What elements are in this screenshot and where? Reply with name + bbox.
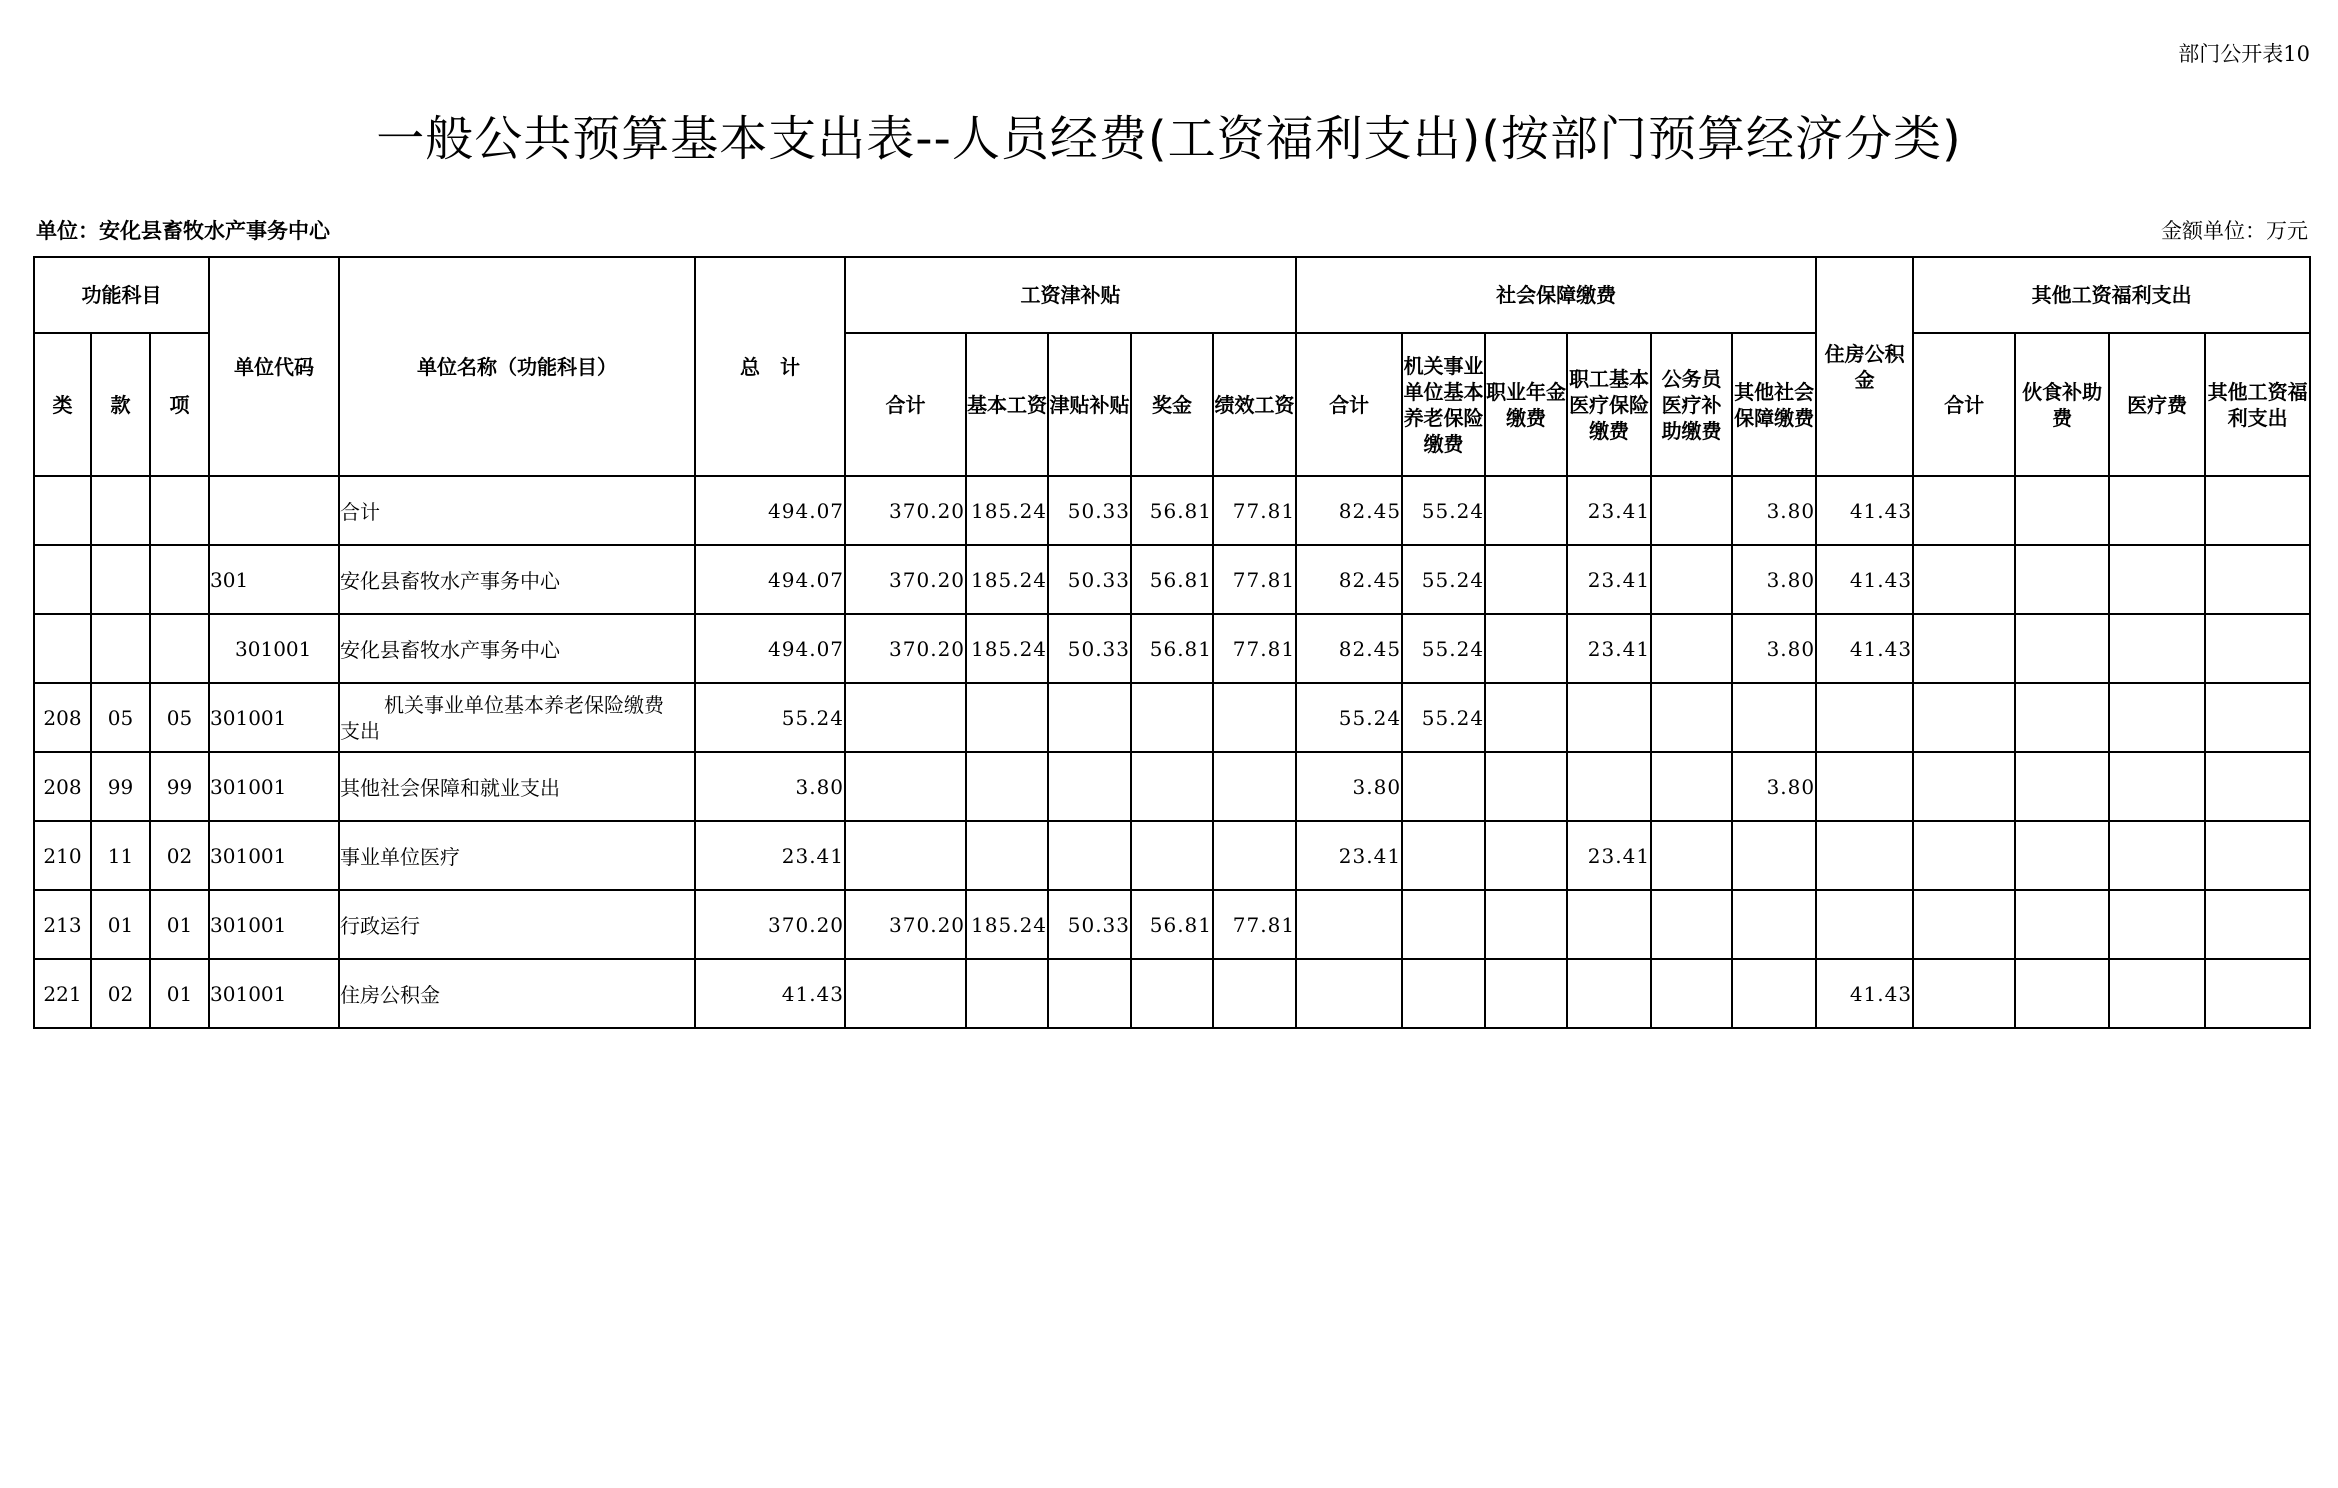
header-social-group: 社会保障缴费 — [1296, 257, 1816, 333]
cell-social-other — [1732, 683, 1816, 752]
table-row — [34, 959, 2310, 1028]
header-social-civil-med: 公务员医疗补助缴费 — [1651, 333, 1732, 476]
cell-code: 301001 — [209, 959, 339, 1028]
header-wage-group: 工资津补贴 — [845, 257, 1296, 333]
cell-lei: 213 — [34, 890, 91, 959]
cell-other-meal — [2015, 890, 2109, 959]
cell-other-medical — [2109, 683, 2205, 752]
cell-name-line1: 机关事业单位基本养老保险缴费 — [384, 692, 665, 717]
cell-wage-total — [845, 821, 966, 890]
cell-wage-bonus — [1131, 821, 1213, 890]
cell-wage-total — [845, 959, 966, 1028]
cell-other-misc — [2205, 752, 2310, 821]
cell-wage-perf: 77.81 — [1213, 476, 1296, 545]
cell-total: 494.07 — [695, 476, 845, 545]
cell-other-medical — [2109, 614, 2205, 683]
cell-social-other — [1732, 890, 1816, 959]
header-unit-code: 单位代码 — [209, 257, 339, 476]
cell-other-medical — [2109, 890, 2205, 959]
cell-lei: 221 — [34, 959, 91, 1028]
cell-code — [209, 476, 339, 545]
cell-kuan: 02 — [91, 959, 150, 1028]
cell-wage-total: 370.20 — [845, 545, 966, 614]
header-wage-perf: 绩效工资 — [1213, 333, 1296, 476]
cell-lei — [34, 545, 91, 614]
header-other-meal: 伙食补助费 — [2015, 333, 2109, 476]
cell-other-meal — [2015, 959, 2109, 1028]
cell-wage-perf: 77.81 — [1213, 545, 1296, 614]
cell-wage-bonus — [1131, 683, 1213, 752]
cell-social-total: 82.45 — [1296, 545, 1402, 614]
cell-social-other — [1732, 959, 1816, 1028]
cell-social-pension: 55.24 — [1402, 614, 1485, 683]
cell-name: 合计 — [339, 476, 695, 545]
header-other-group: 其他工资福利支出 — [1913, 257, 2310, 333]
cell-other-medical — [2109, 545, 2205, 614]
cell-other-total — [1913, 545, 2015, 614]
cell-wage-total: 370.20 — [845, 614, 966, 683]
cell-social-pension — [1402, 821, 1485, 890]
cell-other-meal — [2015, 821, 2109, 890]
cell-lei: 208 — [34, 683, 91, 752]
cell-xiang: 99 — [150, 752, 209, 821]
cell-social-medical: 23.41 — [1567, 614, 1651, 683]
cell-code: 301001 — [209, 821, 339, 890]
cell-other-meal — [2015, 683, 2109, 752]
header-social-other: 其他社会保障缴费 — [1732, 333, 1816, 476]
cell-social-civil-med — [1651, 959, 1732, 1028]
header-other-medical: 医疗费 — [2109, 333, 2205, 476]
cell-social-annuity — [1485, 959, 1567, 1028]
cell-other-misc — [2205, 821, 2310, 890]
cell-wage-allowance — [1048, 959, 1131, 1028]
cell-wage-perf — [1213, 683, 1296, 752]
header-other-misc: 其他工资福利支出 — [2205, 333, 2310, 476]
table-row — [34, 752, 2310, 821]
header-lei: 类 — [34, 333, 91, 476]
cell-other-meal — [2015, 545, 2109, 614]
cell-lei — [34, 614, 91, 683]
cell-xiang: 05 — [150, 683, 209, 752]
header-social-medical: 职工基本医疗保险缴费 — [1567, 333, 1651, 476]
cell-code: 301 — [209, 545, 339, 614]
cell-social-annuity — [1485, 683, 1567, 752]
cell-xiang — [150, 614, 209, 683]
cell-total: 41.43 — [695, 959, 845, 1028]
cell-kuan — [91, 614, 150, 683]
cell-housing: 41.43 — [1816, 545, 1913, 614]
cell-social-pension: 55.24 — [1402, 476, 1485, 545]
cell-social-annuity — [1485, 752, 1567, 821]
cell-social-civil-med — [1651, 614, 1732, 683]
cell-other-medical — [2109, 959, 2205, 1028]
cell-total: 494.07 — [695, 545, 845, 614]
cell-housing — [1816, 683, 1913, 752]
header-social-pension: 机关事业单位基本养老保险缴费 — [1402, 333, 1485, 476]
unit-label: 单位：安化县畜牧水产事务中心 — [36, 219, 330, 243]
cell-social-total: 23.41 — [1296, 821, 1402, 890]
cell-wage-basic: 185.24 — [966, 614, 1048, 683]
header-total: 总 计 — [695, 257, 845, 476]
cell-social-civil-med — [1651, 683, 1732, 752]
cell-social-other: 3.80 — [1732, 614, 1816, 683]
cell-total: 3.80 — [695, 752, 845, 821]
cell-kuan — [91, 476, 150, 545]
cell-social-civil-med — [1651, 890, 1732, 959]
cell-wage-total: 370.20 — [845, 476, 966, 545]
cell-wage-perf — [1213, 959, 1296, 1028]
header-wage-bonus: 奖金 — [1131, 333, 1213, 476]
cell-social-total: 82.45 — [1296, 476, 1402, 545]
cell-wage-basic — [966, 821, 1048, 890]
cell-wage-allowance: 50.33 — [1048, 614, 1131, 683]
cell-wage-bonus: 56.81 — [1131, 614, 1213, 683]
cell-social-medical: 23.41 — [1567, 545, 1651, 614]
cell-social-total: 3.80 — [1296, 752, 1402, 821]
cell-social-annuity — [1485, 890, 1567, 959]
cell-name: 安化县畜牧水产事务中心 — [339, 545, 695, 614]
cell-wage-bonus: 56.81 — [1131, 476, 1213, 545]
cell-other-medical — [2109, 476, 2205, 545]
cell-other-total — [1913, 890, 2015, 959]
cell-social-medical — [1567, 752, 1651, 821]
cell-social-other: 3.80 — [1732, 545, 1816, 614]
cell-total: 55.24 — [695, 683, 845, 752]
cell-housing: 41.43 — [1816, 476, 1913, 545]
cell-social-annuity — [1485, 476, 1567, 545]
cell-wage-perf: 77.81 — [1213, 614, 1296, 683]
cell-other-misc — [2205, 959, 2310, 1028]
table-row — [34, 890, 2310, 959]
cell-wage-basic: 185.24 — [966, 890, 1048, 959]
header-unit-name: 单位名称（功能科目） — [339, 257, 695, 476]
cell-wage-total: 370.20 — [845, 890, 966, 959]
table-row-total — [34, 476, 2310, 545]
cell-lei: 210 — [34, 821, 91, 890]
header-other-total: 合计 — [1913, 333, 2015, 476]
cell-other-misc — [2205, 683, 2310, 752]
amount-unit-label: 金额单位：万元 — [2161, 219, 2308, 243]
cell-other-misc — [2205, 545, 2310, 614]
cell-wage-perf: 77.81 — [1213, 890, 1296, 959]
cell-xiang — [150, 545, 209, 614]
cell-wage-bonus: 56.81 — [1131, 545, 1213, 614]
cell-name-line2: 支出 — [340, 718, 381, 743]
cell-kuan: 99 — [91, 752, 150, 821]
header-social-annuity: 职业年金缴费 — [1485, 333, 1567, 476]
cell-other-total — [1913, 683, 2015, 752]
cell-social-annuity — [1485, 614, 1567, 683]
cell-code: 301001 — [209, 683, 339, 752]
table-row — [34, 683, 2310, 752]
cell-wage-allowance: 50.33 — [1048, 476, 1131, 545]
cell-wage-basic — [966, 752, 1048, 821]
table-number: 部门公开表10 — [2178, 42, 2310, 66]
cell-wage-allowance: 50.33 — [1048, 890, 1131, 959]
cell-social-medical — [1567, 890, 1651, 959]
cell-total: 370.20 — [695, 890, 845, 959]
cell-other-medical — [2109, 821, 2205, 890]
header-wage-basic: 基本工资 — [966, 333, 1048, 476]
cell-kuan: 01 — [91, 890, 150, 959]
cell-wage-allowance: 50.33 — [1048, 545, 1131, 614]
header-kuan: 款 — [91, 333, 150, 476]
cell-code: 301001 — [209, 890, 339, 959]
cell-social-total — [1296, 959, 1402, 1028]
cell-housing — [1816, 752, 1913, 821]
header-wage-total: 合计 — [845, 333, 966, 476]
cell-xiang: 02 — [150, 821, 209, 890]
header-housing-fund: 住房公积金 — [1816, 257, 1913, 476]
cell-other-meal — [2015, 476, 2109, 545]
cell-kuan: 11 — [91, 821, 150, 890]
cell-housing — [1816, 890, 1913, 959]
cell-other-misc — [2205, 476, 2310, 545]
header-func-group: 功能科目 — [34, 257, 209, 333]
cell-name: 事业单位医疗 — [339, 821, 695, 890]
cell-name: 行政运行 — [339, 890, 695, 959]
cell-wage-perf — [1213, 752, 1296, 821]
cell-housing: 41.43 — [1816, 959, 1913, 1028]
cell-housing — [1816, 821, 1913, 890]
cell-wage-basic — [966, 683, 1048, 752]
cell-social-civil-med — [1651, 752, 1732, 821]
cell-social-annuity — [1485, 821, 1567, 890]
cell-wage-bonus — [1131, 752, 1213, 821]
cell-xiang: 01 — [150, 959, 209, 1028]
cell-social-total: 55.24 — [1296, 683, 1402, 752]
table-row — [34, 545, 2310, 614]
cell-social-total — [1296, 890, 1402, 959]
cell-code: 301001 — [209, 614, 339, 683]
cell-name: 住房公积金 — [339, 959, 695, 1028]
cell-social-civil-med — [1651, 476, 1732, 545]
cell-lei — [34, 476, 91, 545]
cell-name — [339, 683, 695, 752]
cell-kuan — [91, 545, 150, 614]
cell-other-meal — [2015, 752, 2109, 821]
cell-wage-basic: 185.24 — [966, 476, 1048, 545]
cell-total: 494.07 — [695, 614, 845, 683]
cell-wage-perf — [1213, 821, 1296, 890]
cell-wage-allowance — [1048, 821, 1131, 890]
budget-table — [33, 256, 2311, 1029]
cell-other-medical — [2109, 752, 2205, 821]
cell-social-civil-med — [1651, 545, 1732, 614]
cell-lei: 208 — [34, 752, 91, 821]
cell-social-annuity — [1485, 545, 1567, 614]
cell-other-misc — [2205, 890, 2310, 959]
cell-other-meal — [2015, 614, 2109, 683]
cell-social-medical — [1567, 683, 1651, 752]
cell-wage-total — [845, 683, 966, 752]
cell-wage-allowance — [1048, 683, 1131, 752]
cell-social-other: 3.80 — [1732, 476, 1816, 545]
cell-other-total — [1913, 821, 2015, 890]
cell-social-pension — [1402, 752, 1485, 821]
cell-other-total — [1913, 752, 2015, 821]
cell-wage-total — [845, 752, 966, 821]
cell-social-total: 82.45 — [1296, 614, 1402, 683]
cell-total: 23.41 — [695, 821, 845, 890]
cell-social-other: 3.80 — [1732, 752, 1816, 821]
cell-name: 安化县畜牧水产事务中心 — [339, 614, 695, 683]
cell-wage-basic — [966, 959, 1048, 1028]
cell-social-medical: 23.41 — [1567, 821, 1651, 890]
cell-social-other — [1732, 821, 1816, 890]
header-xiang: 项 — [150, 333, 209, 476]
cell-xiang — [150, 476, 209, 545]
cell-xiang: 01 — [150, 890, 209, 959]
header-row-1 — [34, 257, 2310, 333]
page-title: 一般公共预算基本支出表--人员经费(工资福利支出)(按部门预算经济分类) — [376, 111, 1962, 167]
cell-housing: 41.43 — [1816, 614, 1913, 683]
cell-wage-bonus — [1131, 959, 1213, 1028]
cell-wage-bonus: 56.81 — [1131, 890, 1213, 959]
cell-social-pension — [1402, 959, 1485, 1028]
cell-social-medical — [1567, 959, 1651, 1028]
cell-social-pension: 55.24 — [1402, 545, 1485, 614]
cell-other-total — [1913, 614, 2015, 683]
cell-code: 301001 — [209, 752, 339, 821]
cell-wage-basic: 185.24 — [966, 545, 1048, 614]
cell-name: 其他社会保障和就业支出 — [339, 752, 695, 821]
cell-social-medical: 23.41 — [1567, 476, 1651, 545]
cell-kuan: 05 — [91, 683, 150, 752]
table-row — [34, 821, 2310, 890]
cell-other-misc — [2205, 614, 2310, 683]
header-wage-allowance: 津贴补贴 — [1048, 333, 1131, 476]
header-social-total: 合计 — [1296, 333, 1402, 476]
cell-other-total — [1913, 959, 2015, 1028]
cell-social-pension — [1402, 890, 1485, 959]
table-row — [34, 614, 2310, 683]
cell-other-total — [1913, 476, 2015, 545]
cell-social-pension: 55.24 — [1402, 683, 1485, 752]
cell-social-civil-med — [1651, 821, 1732, 890]
cell-wage-allowance — [1048, 752, 1131, 821]
